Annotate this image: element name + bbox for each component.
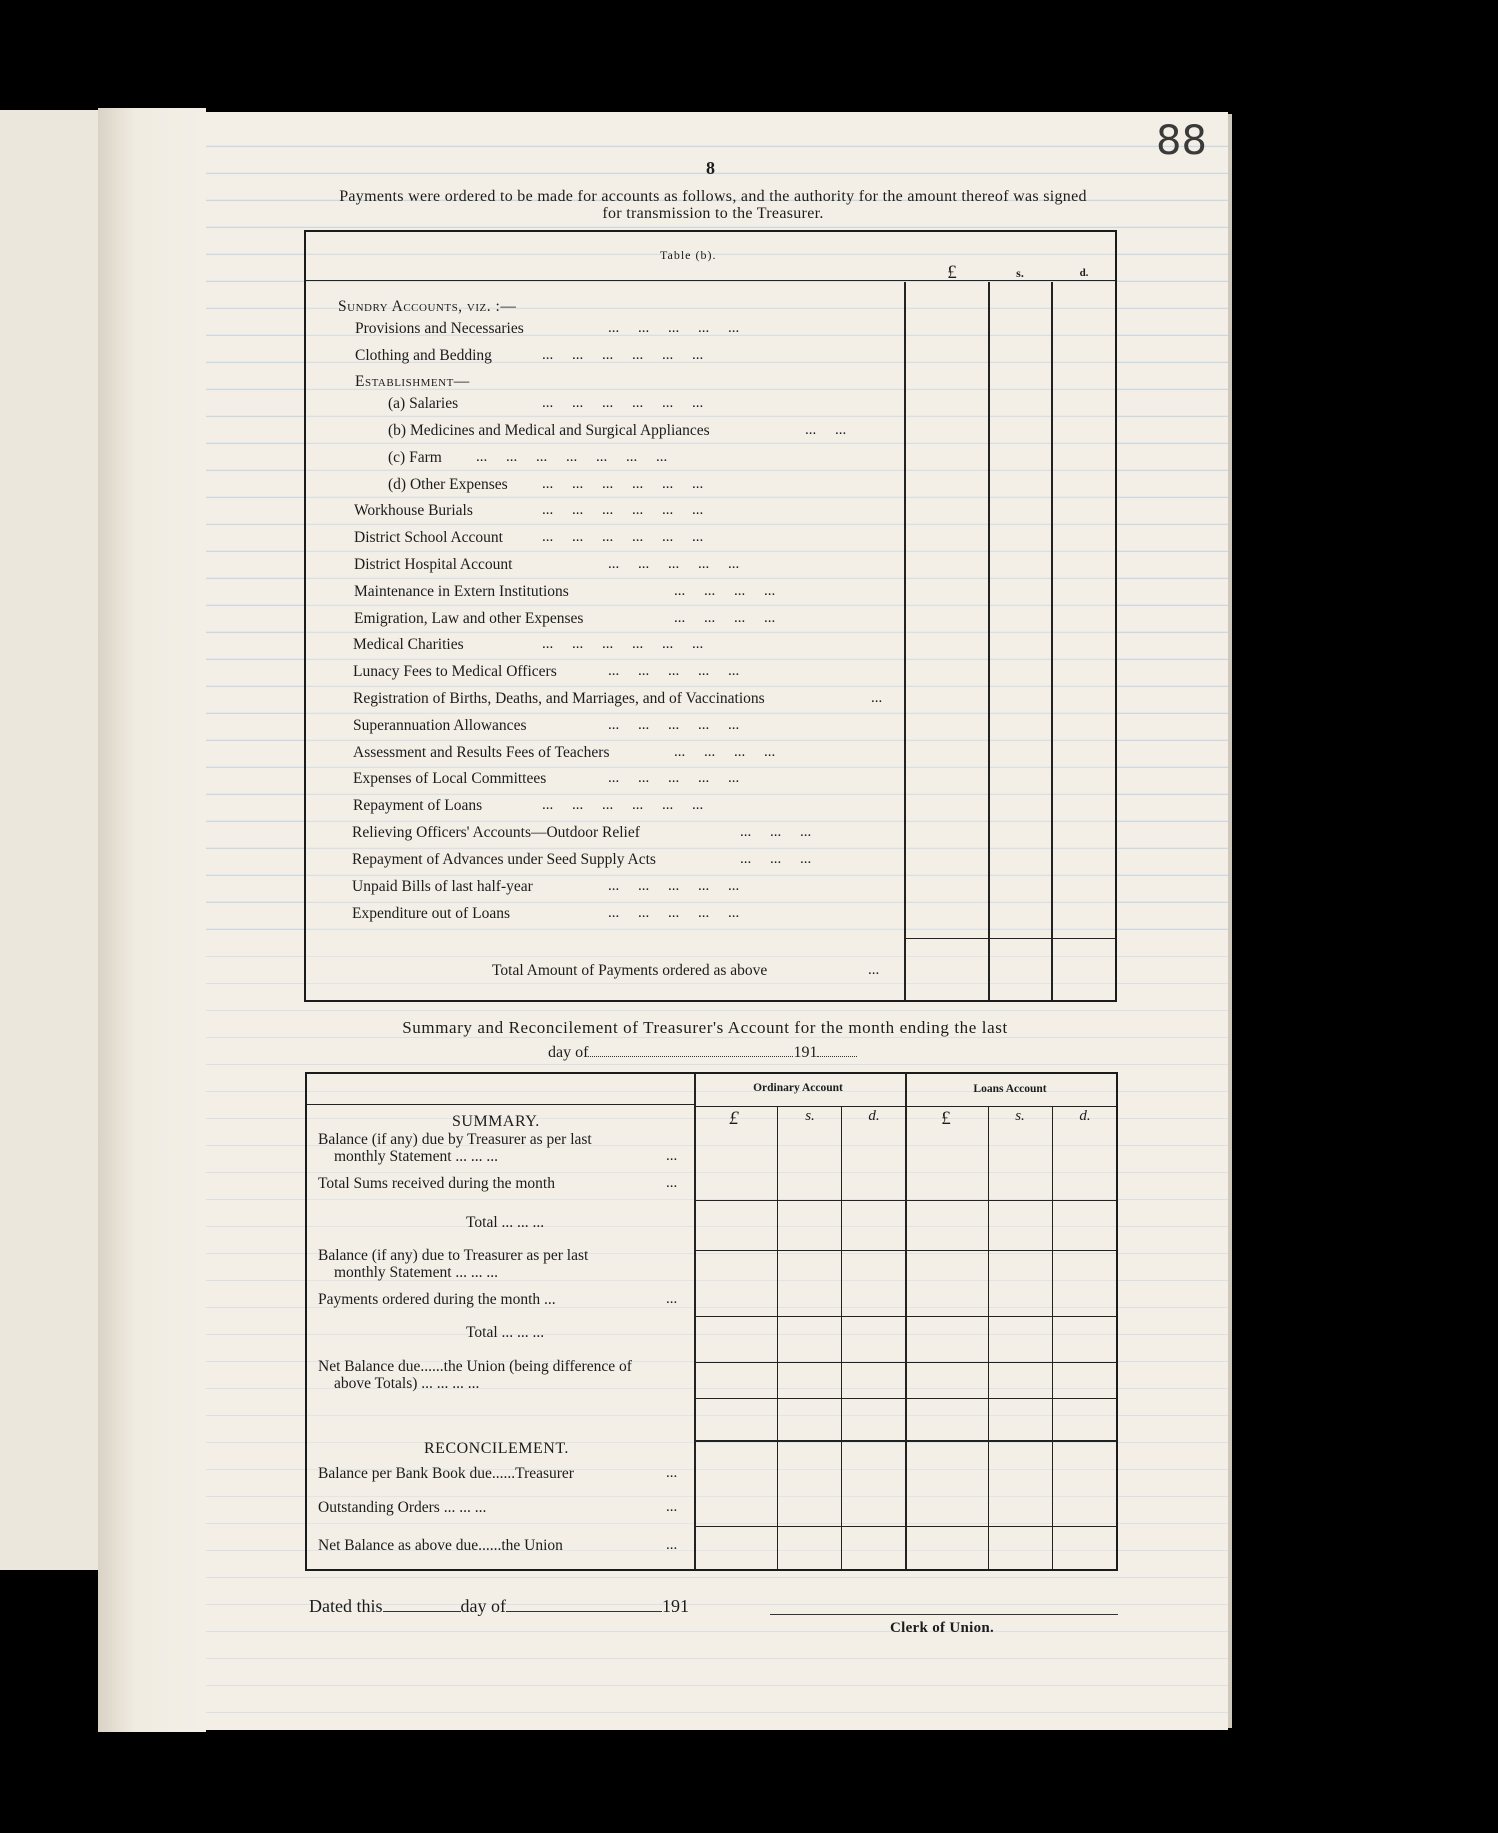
- item-label: Workhouse Burials: [354, 502, 473, 519]
- item-dots: ... ... ... ... ... ...: [542, 395, 704, 411]
- rule-before-reconcilement: [696, 1440, 1116, 1442]
- item-dots: ... ... ... ... ... ...: [542, 529, 704, 545]
- item-dots: ... ... ... ...: [674, 744, 776, 760]
- item-label: District School Account: [354, 529, 503, 546]
- group-header-loans: Loans Account: [973, 1083, 1047, 1095]
- loans-col-d: d.: [1079, 1108, 1091, 1124]
- item-dots: ... ...: [805, 422, 847, 438]
- month-blank: [506, 1611, 662, 1612]
- row-dots: ...: [666, 1499, 678, 1515]
- table-caption: Table (b).: [660, 248, 717, 262]
- item-label: Maintenance in Extern Institutions: [354, 583, 569, 600]
- col-header-pound: £: [947, 262, 957, 283]
- row-dots: ...: [666, 1465, 678, 1481]
- intro-text: Payments were ordered to be made for accounts as follows, and the authority for the amount thereof was signed for transmission to the Treasurer.: [339, 188, 1087, 222]
- item-dots: ...: [871, 690, 883, 706]
- rule-after-outstanding: [696, 1526, 1116, 1527]
- section-heading-sundry: Sundry Accounts, viz. :—: [338, 298, 517, 315]
- facing-page: [0, 110, 100, 1570]
- item-label: (c) Farm: [388, 449, 442, 466]
- item-label: Unpaid Bills of last half-year: [352, 878, 533, 895]
- row-dots: ...: [666, 1148, 678, 1164]
- net-balance-line2: above Totals) ... ... ... ...: [334, 1375, 480, 1392]
- clerk-label: Clerk of Union.: [890, 1620, 995, 1636]
- rule-after-total-1: [696, 1250, 1116, 1251]
- summary-heading-line2: [548, 1044, 857, 1062]
- year-prefix: 191: [793, 1044, 818, 1061]
- item-label: Establishment—: [355, 373, 470, 390]
- row-dots: ...: [666, 1537, 678, 1553]
- rule-after-net-balance: [696, 1398, 1116, 1399]
- ordinary-col-d: d.: [868, 1108, 880, 1124]
- group-header-ordinary: Ordinary Account: [753, 1082, 843, 1094]
- bank-book-label: Balance per Bank Book due......Treasurer: [318, 1465, 574, 1482]
- item-dots: ... ... ... ...: [674, 583, 776, 599]
- item-dots: ... ... ... ... ... ...: [542, 347, 704, 363]
- total-rule: [904, 938, 1115, 939]
- year-label: 191: [661, 1596, 689, 1616]
- item-dots: ... ... ...: [740, 851, 812, 867]
- item-label: Emigration, Law and other Expenses: [354, 610, 584, 627]
- page-edge: [1228, 114, 1232, 1728]
- item-label: Relieving Officers' Accounts—Outdoor Relief: [352, 824, 640, 841]
- loans-col-pound: £: [941, 1108, 951, 1129]
- item-dots: ... ... ... ... ... ...: [542, 476, 704, 492]
- item-dots: ... ... ... ... ...: [608, 717, 740, 733]
- balance-due-to-line2: monthly Statement ... ... ...: [334, 1264, 499, 1281]
- loan-d-divider: [1052, 1106, 1053, 1569]
- item-dots: ... ... ... ... ...: [608, 663, 740, 679]
- day-of-label: day of: [460, 1596, 506, 1616]
- item-label: (a) Salaries: [388, 395, 459, 412]
- col-divider-pence: [1051, 282, 1053, 1000]
- item-label: Repayment of Advances under Seed Supply Acts: [352, 851, 656, 868]
- col-header-pence: d.: [1079, 267, 1089, 279]
- ordinary-col-s: s.: [805, 1108, 815, 1124]
- summary-header-rule-right: [696, 1106, 1116, 1107]
- item-dots: ... ... ... ... ... ...: [542, 636, 704, 652]
- day-blank: [383, 1611, 461, 1612]
- item-label: Provisions and Necessaries: [355, 320, 524, 337]
- col-divider-shillings: [988, 282, 990, 1000]
- dated-this-label: Dated this: [309, 1596, 383, 1616]
- balance-due-to-line1: Balance (if any) due to Treasurer as per last: [318, 1247, 589, 1264]
- item-dots: ... ... ... ... ...: [608, 770, 740, 786]
- row-dots: ...: [666, 1175, 678, 1191]
- loan-s-divider: [988, 1106, 989, 1569]
- item-dots: ... ... ... ... ...: [608, 556, 740, 572]
- summary-title: SUMMARY.: [452, 1113, 540, 1130]
- table-header-rule: [306, 280, 1115, 281]
- item-label: (b) Medicines and Medical and Surgical Appliances: [388, 422, 710, 439]
- total-payments-dots: ...: [868, 962, 880, 978]
- loans-col-s: s.: [1015, 1108, 1025, 1124]
- item-label: Lunacy Fees to Medical Officers: [353, 663, 557, 680]
- item-dots: ... ... ... ... ... ... ...: [476, 449, 668, 465]
- item-label: (d) Other Expenses: [388, 476, 508, 493]
- page-number: 8: [706, 158, 715, 178]
- day-of-label: day of: [548, 1044, 589, 1061]
- year-blank: [817, 1056, 857, 1057]
- folio-number: 88: [1156, 118, 1207, 164]
- item-dots: ... ... ... ...: [674, 610, 776, 626]
- item-dots: ... ... ... ... ...: [608, 878, 740, 894]
- ordinary-account-divider: [694, 1074, 696, 1569]
- total-2-label: Total ... ... ...: [466, 1324, 545, 1341]
- balance-due-by-line1: Balance (if any) due by Treasurer as per last: [318, 1131, 592, 1148]
- item-dots: ... ... ... ... ...: [608, 905, 740, 921]
- item-dots: ... ... ... ... ...: [608, 320, 740, 336]
- item-label: Superannuation Allowances: [353, 717, 527, 734]
- item-label: Expenses of Local Committees: [353, 770, 547, 787]
- item-label: Assessment and Results Fees of Teachers: [353, 744, 610, 761]
- item-label: Clothing and Bedding: [355, 347, 492, 364]
- balance-due-by-line2: monthly Statement ... ... ...: [334, 1148, 499, 1165]
- rule-after-total-2: [696, 1362, 1116, 1363]
- item-dots: ... ... ... ... ... ...: [542, 502, 704, 518]
- item-label: Expenditure out of Loans: [352, 905, 510, 922]
- total-payments-label: Total Amount of Payments ordered as above: [492, 962, 768, 979]
- ordinary-col-pound: £: [729, 1108, 739, 1129]
- sums-received-label: Total Sums received during the month: [318, 1175, 555, 1192]
- ord-d-divider: [841, 1106, 842, 1569]
- item-label: Registration of Births, Deaths, and Marriages, and of Vaccinations: [353, 690, 765, 707]
- col-divider-pound: [904, 282, 906, 1000]
- summary-heading-line1: Summary and Reconcilement of Treasurer's Account for the month ending the last: [402, 1018, 1008, 1037]
- book-gutter: [98, 108, 206, 1732]
- item-label: Repayment of Loans: [353, 797, 483, 814]
- net-balance-line1: Net Balance due......the Union (being difference of: [318, 1358, 632, 1375]
- dated-line: [309, 1596, 689, 1617]
- net-balance-above-label: Net Balance as above due......the Union: [318, 1537, 563, 1554]
- summary-header-rule-left: [307, 1104, 695, 1105]
- col-header-shillings: s.: [1016, 266, 1024, 280]
- month-blank: [588, 1056, 793, 1057]
- payments-ordered-label: Payments ordered during the month ...: [318, 1291, 556, 1308]
- item-label: Medical Charities: [353, 636, 464, 653]
- rule-after-received: [696, 1200, 1116, 1201]
- signature-line: [770, 1614, 1118, 1615]
- total-1-label: Total ... ... ...: [466, 1214, 545, 1231]
- item-dots: ... ... ... ... ... ...: [542, 797, 704, 813]
- outstanding-orders-label: Outstanding Orders ... ... ...: [318, 1499, 487, 1516]
- item-label: District Hospital Account: [354, 556, 513, 573]
- item-dots: ... ... ...: [740, 824, 812, 840]
- loans-account-divider: [905, 1074, 907, 1569]
- reconcilement-title: RECONCILEMENT.: [424, 1440, 569, 1457]
- ord-s-divider: [777, 1106, 778, 1569]
- row-dots: ...: [666, 1291, 678, 1307]
- rule-after-payments: [696, 1316, 1116, 1317]
